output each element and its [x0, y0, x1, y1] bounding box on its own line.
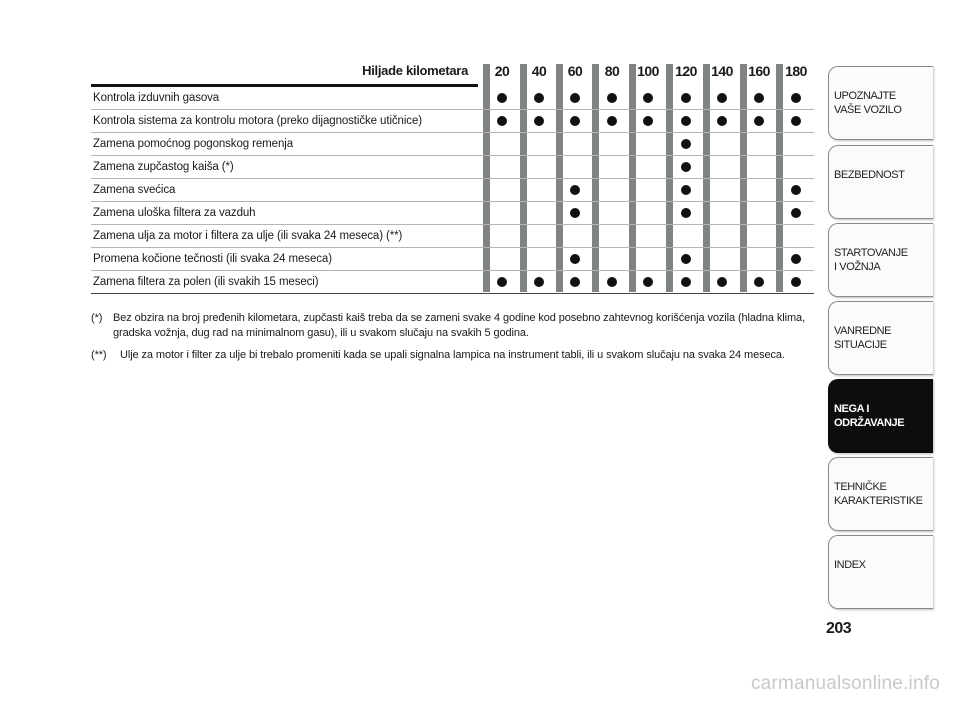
service-dot	[717, 116, 727, 126]
service-dot	[791, 93, 801, 103]
row-label: Zamena zupčastog kaiša (*)	[93, 161, 234, 173]
service-dot	[681, 139, 691, 149]
footnote-mark: (**)	[91, 349, 107, 361]
chapter-tab[interactable]	[828, 223, 933, 297]
chapter-tab-label: TEHNIČKE KARAKTERISTIKE	[834, 481, 923, 507]
table-header-label: Hiljade kilometara	[362, 63, 468, 78]
row-label: Zamena ulja za motor i filtera za ulje (ili svaka 24 meseca) (**)	[93, 230, 403, 242]
service-dot	[643, 277, 653, 287]
row-label: Zamena uloška filtera za vazduh	[93, 207, 256, 219]
chapter-tab[interactable]	[828, 457, 933, 531]
service-dot	[643, 116, 653, 126]
service-dot	[754, 116, 764, 126]
service-dot	[534, 277, 544, 287]
row-label: Zamena pomoćnog pogonskog remenja	[93, 138, 293, 150]
service-dot	[534, 93, 544, 103]
service-dot	[681, 277, 691, 287]
service-dot	[717, 277, 727, 287]
service-dot	[607, 277, 617, 287]
chapter-tab-label: STARTOVANJE I VOŽNJA	[834, 247, 908, 273]
chapter-tab[interactable]	[828, 379, 933, 453]
row-divider	[91, 293, 814, 294]
service-dot	[681, 254, 691, 264]
chapter-tab-label: INDEX	[834, 559, 866, 571]
chapter-tab[interactable]	[828, 66, 933, 140]
service-dot	[607, 93, 617, 103]
chapter-tab[interactable]	[828, 145, 933, 219]
chapter-tab-label: BEZBEDNOST	[834, 169, 905, 181]
km-column-header: 60	[567, 63, 583, 79]
service-dot	[791, 208, 801, 218]
row-label: Kontrola izduvnih gasova	[93, 92, 220, 104]
service-dot	[570, 116, 580, 126]
km-column-header: 140	[711, 63, 733, 79]
service-dot	[497, 116, 507, 126]
footnote-text: Bez obzira na broj pređenih kilometara, zupčasti kaiš treba da se zameni svake 4 godine kod posebno zahtevnog korišćenja vozila (hladna klima, gradska vožnja, dug rad na minimalnom gasu), ili u svakom slučaju na svakih 5 godina.	[113, 312, 806, 339]
service-dot	[570, 277, 580, 287]
service-dot	[754, 93, 764, 103]
service-dot	[607, 116, 617, 126]
service-dot	[681, 185, 691, 195]
km-column-header: 180	[785, 63, 807, 79]
service-dot	[570, 208, 580, 218]
km-column-header: 20	[494, 63, 510, 79]
watermark: carmanualsonline.info	[750, 673, 940, 694]
row-label: Zamena filtera za polen (ili svakih 15 meseci)	[93, 276, 319, 288]
km-column-header: 100	[637, 63, 659, 79]
chapter-tab-label: UPOZNAJTE VAŠE VOZILO	[834, 90, 902, 116]
footnote-mark: (*)	[91, 312, 103, 324]
service-dot	[791, 185, 801, 195]
chapter-tab-label: VANREDNE SITUACIJE	[834, 325, 892, 351]
service-dot	[791, 277, 801, 287]
km-column-header: 80	[604, 63, 620, 79]
km-column-header: 120	[675, 63, 697, 79]
service-dot	[681, 116, 691, 126]
service-dot	[681, 162, 691, 172]
km-column-header: 40	[531, 63, 547, 79]
row-label: Promena kočione tečnosti (ili svaka 24 meseca)	[93, 253, 332, 265]
service-dot	[717, 93, 727, 103]
service-dot	[497, 277, 507, 287]
service-dot	[791, 254, 801, 264]
service-dot	[570, 254, 580, 264]
row-label: Kontrola sistema za kontrolu motora (preko dijagnostičke utičnice)	[93, 115, 422, 127]
service-dot	[754, 277, 764, 287]
km-column-header: 160	[748, 63, 770, 79]
chapter-tab[interactable]	[828, 535, 933, 609]
chapter-tab[interactable]	[828, 301, 933, 375]
service-dot	[534, 116, 544, 126]
service-dot	[681, 93, 691, 103]
row-label: Zamena svećica	[93, 184, 176, 196]
service-dot	[681, 208, 691, 218]
service-dot	[643, 93, 653, 103]
service-dot	[570, 93, 580, 103]
footnote-text: Ulje za motor i filter za ulje bi trebalo promeniti kada se upali signalna lampica na instrument tabli, ili u svakom slučaju na svaka 24 meseca.	[120, 349, 785, 361]
service-dot	[497, 93, 507, 103]
chapter-tab-label: NEGA I ODRŽAVANJE	[834, 403, 905, 429]
page-number: 203	[826, 620, 852, 637]
service-dot	[791, 116, 801, 126]
service-dot	[570, 185, 580, 195]
